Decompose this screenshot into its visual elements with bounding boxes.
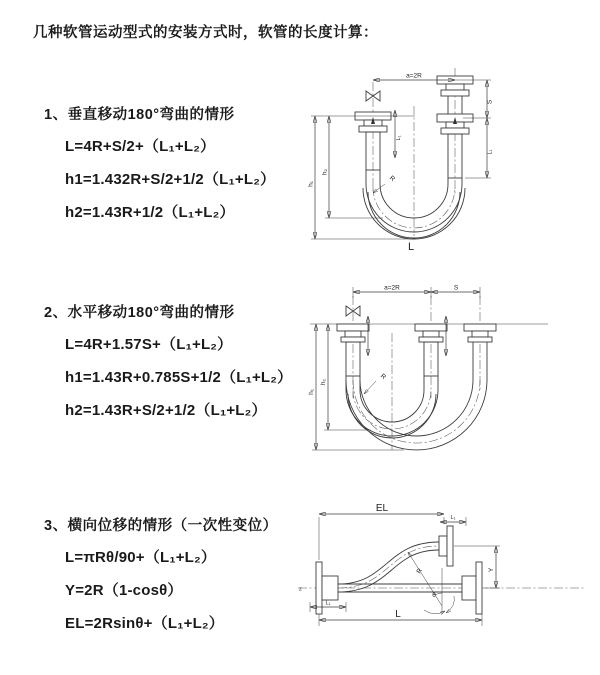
- dim-label-h2: h₂: [320, 378, 327, 386]
- page-title: 几种软管运动型式的安装方式时，软管的长度计算：: [33, 25, 378, 41]
- formula-l: L=4R+1.57S+（L₁+L₂）: [65, 336, 233, 353]
- formula-h2: h2=1.43R+1/2（L₁+L₂）: [65, 204, 235, 221]
- radius-label: R: [387, 174, 397, 184]
- section-vertical-180: [44, 103, 275, 223]
- section-2-heading: 2、水平移动180°弯曲的情形: [44, 305, 235, 321]
- formula-y: Y=2R（1-cosθ）: [65, 582, 183, 599]
- section-3-heading: 3、横向位移的情形（一次性变位）: [44, 518, 278, 534]
- formula-l: L=πRθ/90+（L₁+L₂）: [65, 549, 217, 566]
- diagram-horizontal-180-bend: [296, 278, 596, 463]
- section-lateral-displacement: [44, 514, 278, 634]
- angle-label-theta: θ: [432, 592, 436, 599]
- dim-label-l1-right: L₁: [487, 149, 494, 155]
- formula-h1: h1=1.432R+S/2+1/2（L₁+L₂）: [65, 171, 276, 188]
- formula-el: EL=2Rsinθ+（L₁+L₂）: [65, 615, 224, 632]
- dim-label-a2r: a=2R: [406, 72, 422, 80]
- dim-label-h1: h₁: [308, 389, 315, 395]
- formula-h2: h2=1.43R+S/2+1/2（L₁+L₂）: [65, 402, 267, 419]
- moving-end-fitting: [437, 76, 473, 178]
- dimensions: [308, 285, 480, 451]
- section-horizontal-180: [44, 301, 292, 421]
- dim-label-l1-top: L₁: [450, 515, 456, 521]
- dim-label-l1-bottom: L₁: [325, 600, 331, 607]
- centerline-mark-z: z: [299, 586, 302, 593]
- dim-label-h1: h₁: [307, 181, 315, 187]
- displaced-flange: [439, 526, 453, 566]
- hose-u-bend: [346, 376, 487, 450]
- right-flange-original-position: [462, 562, 482, 614]
- dim-label-l1-left: L₁: [396, 135, 402, 141]
- section-1-heading: 1、垂直移动180°弯曲的情形: [44, 107, 235, 123]
- dimensions: [310, 503, 500, 626]
- formula-h1: h1=1.43R+0.785S+1/2（L₁+L₂）: [65, 369, 293, 386]
- formula-l: L=4R+S/2+（L₁+L₂）: [65, 138, 216, 155]
- radius-label: R: [415, 567, 424, 576]
- dim-label-a2r: a=2R: [384, 284, 400, 292]
- diagram-lateral-displacement: [294, 500, 600, 660]
- dim-label-l: L: [395, 609, 401, 620]
- diagram-vertical-180-bend: [305, 66, 595, 258]
- dim-label-y: Y: [488, 567, 495, 573]
- centerlines: [353, 296, 480, 450]
- radius-label: R: [378, 372, 388, 382]
- dim-label-s: S: [486, 99, 494, 105]
- dim-label-s: S: [453, 284, 459, 292]
- dim-label-el: EL: [375, 503, 389, 514]
- length-label: L: [407, 241, 415, 253]
- dim-label-h2: h₂: [321, 168, 329, 176]
